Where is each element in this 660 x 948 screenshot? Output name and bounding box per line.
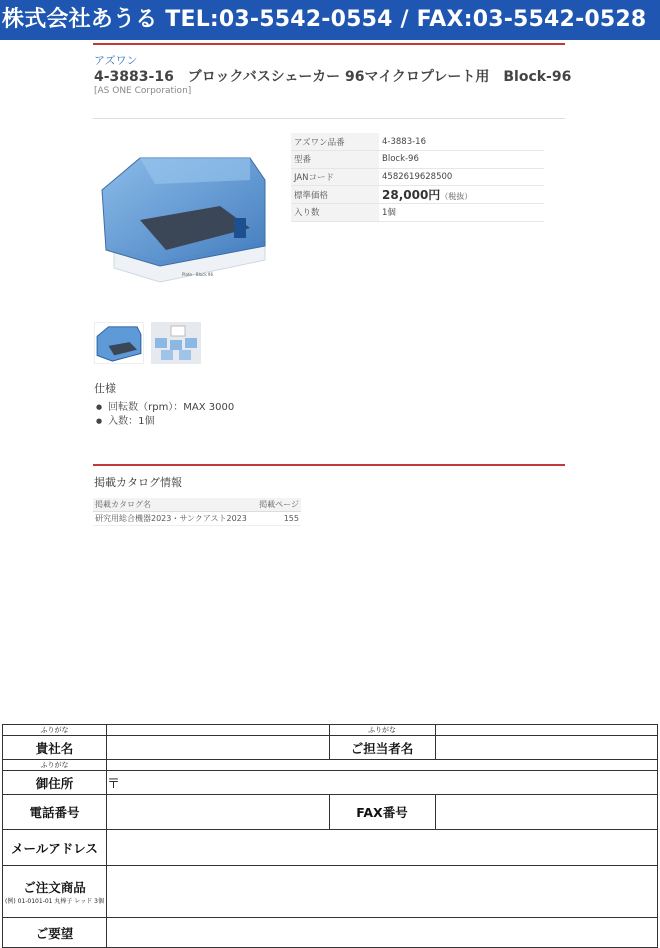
specs-list (96, 401, 234, 429)
contact-banner: 株式会社あうる TEL:03-5542-0554 / FAX:03-5542-0528 (0, 0, 660, 40)
spec-row (291, 168, 544, 186)
list-price: 28,000円 (382, 188, 441, 202)
postal-mark: 〒 (107, 777, 121, 792)
person-field[interactable] (435, 736, 658, 760)
brand-link[interactable]: アズワン (94, 54, 138, 67)
catalog-table (93, 498, 301, 526)
spec-row (291, 204, 544, 222)
svg-text:Plate · Block 96: Plate · Block 96 (182, 272, 213, 277)
spec-value: Block-96 (379, 151, 544, 169)
catalog-heading: 掲載カタログ情報 (94, 476, 182, 489)
catalog-header-row (93, 498, 301, 511)
spec-key: 標準価格 (291, 186, 379, 204)
spec-key: JANコード (291, 168, 379, 186)
phone-field[interactable] (107, 795, 330, 830)
spec-table (291, 133, 544, 222)
company-furigana-field[interactable] (107, 725, 330, 736)
order-item-field[interactable] (107, 866, 658, 918)
product-photo (100, 150, 270, 290)
phone-label: 電話番号 (3, 795, 107, 830)
thumbnail-image-2[interactable] (151, 322, 201, 364)
catalog-name: 研究用総合機器2023・サンクアスト2023 (93, 511, 255, 525)
header-rule (93, 43, 565, 45)
spec-row (291, 133, 544, 151)
request-field[interactable] (107, 918, 658, 948)
address-field[interactable] (107, 771, 658, 795)
email-field[interactable] (107, 830, 658, 866)
product-title: 4-3883-16 ブロックバスシェーカー 96マイクロプレート用 Block-96 (94, 69, 572, 85)
fax-field[interactable] (435, 795, 658, 830)
column-header: 掲載カタログ名 (93, 498, 255, 511)
company-label: 貴社名 (3, 736, 107, 760)
person-label: ご担当者名 (329, 736, 435, 760)
list-item: ● 回転数（rpm）：MAX 3000 (96, 401, 234, 415)
spec-key: アズワン品番 (291, 133, 379, 151)
furigana-label: ふりがな (3, 760, 107, 771)
tax-note: （税抜） (440, 192, 473, 201)
order-form (2, 724, 658, 948)
order-item-label: ご注文商品 (23, 880, 86, 895)
section-rule (93, 464, 565, 466)
list-item: ● 入数：1個 (96, 415, 234, 429)
spec-key: 入り数 (291, 204, 379, 222)
price-cell (379, 186, 544, 204)
email-label: メールアドレス (3, 830, 107, 866)
thumbnail-image-1[interactable] (94, 322, 144, 364)
person-furigana-field[interactable] (435, 725, 658, 736)
furigana-label: ふりがな (3, 725, 107, 736)
furigana-label: ふりがな (329, 725, 435, 736)
spec-value: 4-3883-16 (379, 133, 544, 151)
order-item-label-cell (3, 866, 107, 918)
specs-heading: 仕様 (94, 382, 116, 395)
spec-row (291, 151, 544, 169)
divider (93, 118, 565, 119)
spec-value: 4582619628500 (379, 168, 544, 186)
column-header: 掲載ページ (255, 498, 301, 511)
fax-label: FAX番号 (329, 795, 435, 830)
table-row (93, 511, 301, 525)
company-field[interactable] (107, 736, 330, 760)
request-label: ご要望 (3, 918, 107, 948)
spec-value: 1個 (379, 204, 544, 222)
spec-key: 型番 (291, 151, 379, 169)
maker-name: [AS ONE Corporation] (94, 86, 192, 96)
catalog-page: 155 (255, 511, 301, 525)
address-label: 御住所 (3, 771, 107, 795)
spec-row (291, 186, 544, 204)
order-example: (例) 01-0101-01 丸棒子 レッド 3個 (5, 898, 104, 905)
address-furigana-field[interactable] (107, 760, 658, 771)
